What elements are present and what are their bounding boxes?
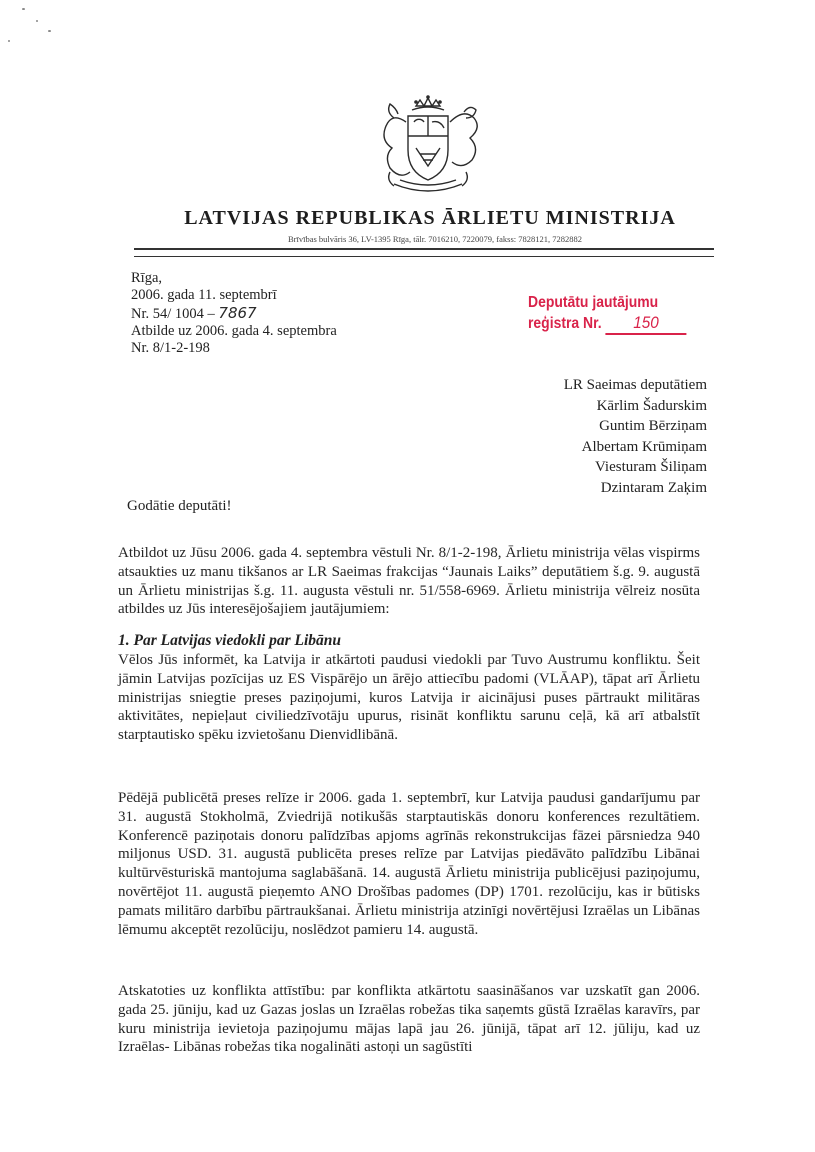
place: Rīga, xyxy=(131,270,163,286)
scan-speck xyxy=(8,40,10,42)
letterhead-divider-thin xyxy=(134,256,714,257)
recipient: LR Saeimas deputātiem xyxy=(563,377,707,393)
stamp-label: reģistra Nr. xyxy=(528,315,602,332)
recipient: Viesturam Šiliņam xyxy=(594,459,707,475)
salutation: Godātie deputāti! xyxy=(127,498,232,514)
letter-date: 2006. gada 11. septembrī xyxy=(131,287,277,304)
stamp-line-2 xyxy=(528,313,687,335)
letter-number-prefix: Nr. 54/ 1004 – xyxy=(131,305,215,322)
coat-of-arms-emblem xyxy=(368,92,488,196)
stamp-number: 150 xyxy=(606,313,687,335)
recipient: Albertam Krūmiņam xyxy=(581,438,707,455)
intro-paragraph: Atbildot uz Jūsu 2006. gada 4. septembra vēstuli Nr. 8/1-2-198, Ārlietu ministrija vēlas vispirms atsaukties uz manu tikšanos ar LR Saeimas frakcijas “Jaunais Laiks” deputātiem š.g. 9. augustā un Ārlietu ministrijas š.g. 11. augusta vēstuli nr. 51/558-6969. Ārlietu ministrija vēlreiz nosūta atbildes uz Jūs interesējošajiem jautājumiem: xyxy=(118,545,700,618)
ministry-address: Brīvības bulvāris 36, LV-1395 Rīga, tālr. 7016210, 7220079, fakss: 7828121, 7282882 xyxy=(287,234,583,244)
recipient: Guntim Bērziņam xyxy=(599,418,707,434)
reply-to: Atbilde uz 2006. gada 4. septembra xyxy=(131,322,337,339)
letterhead-divider xyxy=(134,248,714,250)
recipient: Kārlim Šadurskim xyxy=(596,397,707,414)
body-paragraph-2: Pēdējā publicētā preses relīze ir 2006. gada 1. septembrī, kur Latvija paudusi gandarījumu par 31. augustā Stokholmā, Zviedrijā notikušās starptautiskās donoru konferences rezultātiem. Konferencē paziņotais donoru palīdzības apjoms agrīnās rekonstrukcijas fāzei pārsniedza 940 miljonus USD. 31. augustā publicēta preses relīze par Latvijas piedāvāto palīdzību Libānai kultūrvēsturiskā mantojuma saglabāšanā. 14. augustā Ārlietu ministrija publicējusi paziņojumu, novērtējot 11. augustā pieņemto ANO Drošības padomes (DP) 1701. rezolūciju, kas ir būtisks pamats militāro darbību pārtraukšanai. Ārlietu ministrija atzinīgi novērtējusi Izraēlas un Libānas lēmumu akceptēt rezolūciju, noslēdzot pamieru 14. augustā. xyxy=(118,790,700,938)
scan-speck xyxy=(22,8,25,10)
scan-speck xyxy=(48,30,51,32)
letter-number xyxy=(131,305,337,323)
recipients-block xyxy=(564,375,707,498)
scan-speck xyxy=(36,20,38,22)
ministry-title: LATVIJAS REPUBLIKAS ĀRLIETU MINISTRIJA xyxy=(184,207,676,229)
body-paragraph-3: Atskatoties uz konflikta attīstību: par konflikta atkārtotu saasināšanos var uzskatīt gan 2006. gada 25. jūniju, kad uz Gazas joslas un Izraēlas robežas tika saņemts gūstā Izraēlas karavīrs, par kuru ministrija ievietoja paziņojumu mājas lapā jau 26. jūnijā, tāpat arī 12. jūliju, kad uz Izraēlas- Libānas robežas tika nogalināti astoņi un sagūstīti xyxy=(118,983,700,1056)
reference-block xyxy=(131,270,337,357)
recipient: Dzintaram Zaķim xyxy=(600,479,707,496)
reply-number: Nr. 8/1-2-198 xyxy=(131,340,210,357)
stamp-line-1: Deputātu jautājumu xyxy=(528,294,659,311)
body-paragraph-1: Vēlos Jūs informēt, ka Latvija ir atkārtoti paudusi viedokli par Tuvo Austrumu konfliktu. Šeit jāmin Latvijas pozīcijas uz ES Vispārējo un ārējo attiecību padomi (VLĀAP), tāpat arī Ārlietu ministrijas sniegtie preses paziņojumi, kuros Latvija ir aicinājusi puses pārtraukt militāras aktivitātes, nepieļaut civiliedzīvotāju upurus, risināt konfliktu sarunu ceļā, kā arī atbalstīt starptautisko spēku izvietošanu Dienvidlibānā. xyxy=(118,652,700,744)
registry-stamp xyxy=(528,293,687,335)
section-heading: 1. Par Latvijas viedokli par Libānu xyxy=(118,632,342,649)
handwritten-number: 7867 xyxy=(218,303,257,322)
